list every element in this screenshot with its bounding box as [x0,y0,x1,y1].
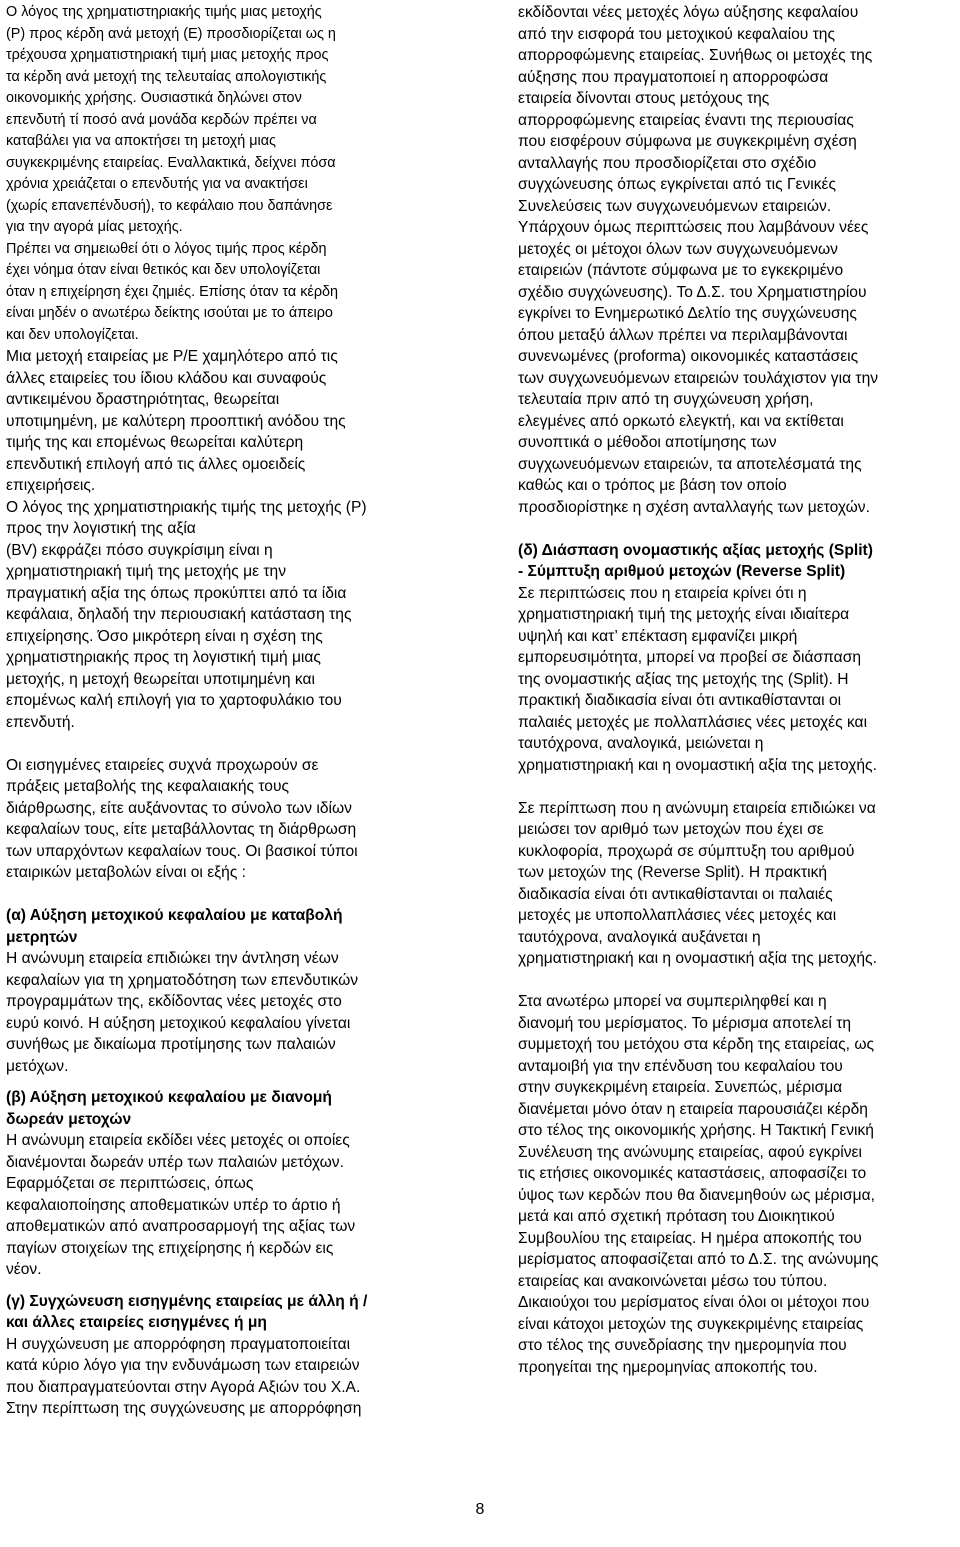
undervalued-stock-paragraph: Μια μετοχή εταιρείας με Ρ/Ε χαμηλότερο από τις άλλες εταιρείες του ίδιου κλάδου και συναφούς αντικειμένου δραστηριότητας, θεωρείται υποτιμημένη, με καλύτερη προοπτική ανόδου της τιμής της και επομένως θεωρείται καλύτερη επενδυτική επιλογή από τις άλλες ομοειδείς επιχειρήσεις. Ο λόγος της χρηματιστηριακής τιμής της μετοχής (P) προς την λογιστική της αξία (BV) εκφράζει πόσο συγκρίσιμη είναι η χρηματιστηριακή τιμή της μετοχής με την πραγματική αξία της όπως προκύπτει από τα ίδια κεφάλαια, δηλαδή την περιουσιακή κατάσταση της επιχείρησης. Όσο μικρότερη είναι η σχέση της χρηματιστηριακής προς τη λογιστική τιμή μιας μετοχής, η μετοχή θεωρείται υποτιμημένη και επομένως καλή επιλογή για το χαρτοφυλάκιο του επενδυτή. [6,348,367,731]
right-column [518,2,958,1378]
reverse-split-text: Σε περίπτωση που η ανώνυμη εταιρεία επιδιώκει να μειώσει τον αριθμό των μετοχών που έχει σε κυκλοφορία, προχωρά σε σύμπτυξη του αριθμού των μετοχών της (Reverse Split). Η πρακτική διαδικασία είναι ότι αντικαθίστανται οι παλαιές μετοχές με υποπολλαπλάσιες νέες μετοχές και ταυτόχρονα, αναλογικά αυξάνεται η χρηματιστηριακή και η ονομαστική αξία της μετοχής. [518,799,877,967]
bonus-shares-text: Η ανώνυμη εταιρεία εκδίδει νέες μετοχές οι οποίες διανέμονται δωρεάν υπέρ των παλαιών μετόχων. Εφαρμόζεται σε περιπτώσεις, όπως κεφαλαιοποίησης αποθεματικών υπέρ το άρτιο ή αποθεματικών από αναπροσαρμογή της αξίας των παγίων στοιχείων της επιχείρησης ή κερδών εις νέον. [6,1132,356,1278]
left-column [6,2,458,1420]
heading-bonus-shares: (β) Αύξηση μετοχικού κεφαλαίου με διανομή δωρεάν μετοχών [6,1089,332,1128]
pe-ratio-paragraph: Ο λόγος της χρηματιστηριακής τιμής μιας μετοχής (P) προς κέρδη ανά μετοχή (E) προσδιορίζεται ως η τρέχουσα χρηματιστηριακή τιμή μιας μετοχής προς τα κέρδη ανά μετοχή της τελευταίας απολογιστικής οικονομικής χρήσης. Ουσιαστικά δηλώνει στον επενδυτή τί ποσό ανά μονάδα κερδών πρέπει να καταβάλει για να αποκτήσει τη μετοχή μιας συγκεκριμένης εταιρείας. Εναλλακτικά, δείχνει πόσα χρόνια χρειάζεται ο επενδυτής για να ανακτήσει (χωρίς επανεπένδυσή), το κεφάλαιο που δαπάνησε για την αγορά μίας μετοχής. Πρέπει να σημειωθεί ότι ο λόγος τιμής προς κέρδη έχει νόημα όταν είναι θετικός και δεν υπολογίζεται όταν η επιχείρηση έχει ζημιές. Επίσης όταν τα κέρδη είναι μηδέν ο ανωτέρω δείκτης ισούται με το άπειρο και δεν υπολογίζεται. [6,4,339,343]
heading-cash-capital-increase: (α) Αύξηση μετοχικού κεφαλαίου με καταβολή μετρητών [6,907,343,946]
split-text: Σε περιπτώσεις που η εταιρεία κρίνει ότι η χρηματιστηριακή τιμή της μετοχής είναι ιδιαίτερα υψηλή και κατ’ επέκταση εμφανίζει μικρή εμπορευσιμότητα, μπορεί να προβεί σε διάσπαση της ονομαστικής αξίας της μετοχής της (Split). Η πρακτική διαδικασία είναι ότι αντικαθίστανται οι παλαιές μετοχές με πολλαπλάσιες νέες μετοχές και ταυτόχρονα, αναλογικά, μειώνεται η χρηματιστηριακή και η ονομαστική αξία της μετοχής. [518,584,877,774]
cash-capital-increase-text: Η ανώνυμη εταιρεία επιδιώκει την άντληση νέων κεφαλαίων για τη χρηματοδότηση των επενδυτικών προγραμμάτων της, εκδίδοντας νέες μετοχές στο ευρύ κοινό. Η αύξηση μετοχικού κεφαλαίου γίνεται συνήθως με δικαίωμα προτίμησης των παλαιών μετόχων. [6,950,359,1075]
merger-text: Η συγχώνευση με απορρόφηση πραγματοποιείται κατά κύριο λόγο για την ενδυνάμωση των εταιρειών που διαπραγματεύονται στην Αγορά Αξιών του Χ.Α. Στην περίπτωση της συγχώνευσης με απορρόφηση [6,1335,362,1417]
page-number: 8 [475,1501,485,1518]
dividend-text: Στα ανωτέρω μπορεί να συμπεριληφθεί και η διανομή του μερίσματος. Το μέρισμα αποτελεί τη συμμετοχή του μετόχου στα κέρδη της εταιρείας, ως ανταμοιβή για την επένδυση του κεφαλαίου του στην συγκεκριμένη εταιρεία. Συνεπώς, μέρισμα διανέμεται μόνο όταν η εταιρεία παρουσιάζει κέρδη στο τέλος της οικονομικής χρήσης. Η Τακτική Γενική Συνέλευση της ανώνυμης εταιρείας, αφού εγκρίνει τις ετήσιες οικονομικές καταστάσεις, αποφασίζει το ύψος των κερδών που θα διανεμηθούν ως μέρισμα, μετά και από σχετική πρόταση του Διοικητικού Συμβουλίου της εταιρείας. Η ημέρα αποκοπής του μερίσματος αποφασίζεται από το Δ.Σ. της ανώνυμης εταιρείας και ανακοινώνεται μέσω του τύπου. Δικαιούχοι του μερίσματος είναι όλοι οι μέτοχοι που είναι κάτοχοι μετοχών της συγκεκριμένης εταιρείας στο τέλος της συνεδρίασης την ημερομηνία που προηγείται της ημερομηνίας αποκοπής του. [518,993,879,1376]
heading-split: (δ) Διάσπαση ονομαστικής αξίας μετοχής (Split) - Σύμπτυξη αριθμού μετοχών (Reverse Split) [518,541,873,580]
heading-merger: (γ) Συγχώνευση εισηγμένης εταιρείας με άλλη ή / και άλλες εταιρείες εισηγμένες ή μη [6,1292,368,1331]
merger-continued-text: εκδίδονται νέες μετοχές λόγω αύξησης κεφαλαίου από την εισφορά του μετοχικού κεφαλαίου της απορροφώμενης εταιρείας. Συνήθως οι μετοχές της αύξησης που πραγματοποιεί η απορροφώσα εταιρεία δίνονται στους μετόχους της απορροφώμενης εταιρείας έναντι της περιουσίας που εισφέρουν σύμφωνα με συγκεκριμένη σχέση ανταλλαγής που προσδιορίζεται στο σχέδιο συγχώνευσης όπως εγκρίνεται από τις Γενικές Συνελεύσεις των συγχωνευόμενων εταιρειών. Υπάρχουν όμως περιπτώσεις που λαμβάνουν νέες μετοχές οι μέτοχοι όλων των συγχωνευόμενων εταιρειών (πάντοτε σύμφωνα με το εγκεκριμένο σχέδιο συγχώνευσης). Το Δ.Σ. του Χρηματιστηρίου εγκρίνει το Ενημερωτικό Δελτίο της συγχώνευσης όπου μεταξύ άλλων πρέπει να περιλαμβάνονται συνενωμένες (proforma) οικονομικές καταστάσεις των συγχωνευόμενων εταιρειών τουλάχιστον για την τελευταία πριν από τη συγχώνευση χρήση, ελεγμένες από ορκωτό ελεγκτή, και να εκτίθεται συνοπτικά ο μέθοδοι αποτίμησης των συγχωνευόμενων εταιρειών, τα αποτελέσματά της καθώς και ο τρόπος με βάση τον οποίο προσδιορίστηκε η σχέση ανταλλαγής των μετοχών. [518,4,879,516]
corporate-changes-intro: Οι εισηγμένες εταιρείες συχνά προχωρούν σε πράξεις μεταβολής της κεφαλαιακής τους διάρθρωσης, είτε αυξάνοντας το σύνολο των ιδίων κεφαλαίων τους, είτε μεταβάλλοντας τη διάρθρωση των υπαρχόντων κεφαλαίων τους. Οι βασικοί τύποι εταιρικών μεταβολών είναι οι εξής : [6,756,358,881]
